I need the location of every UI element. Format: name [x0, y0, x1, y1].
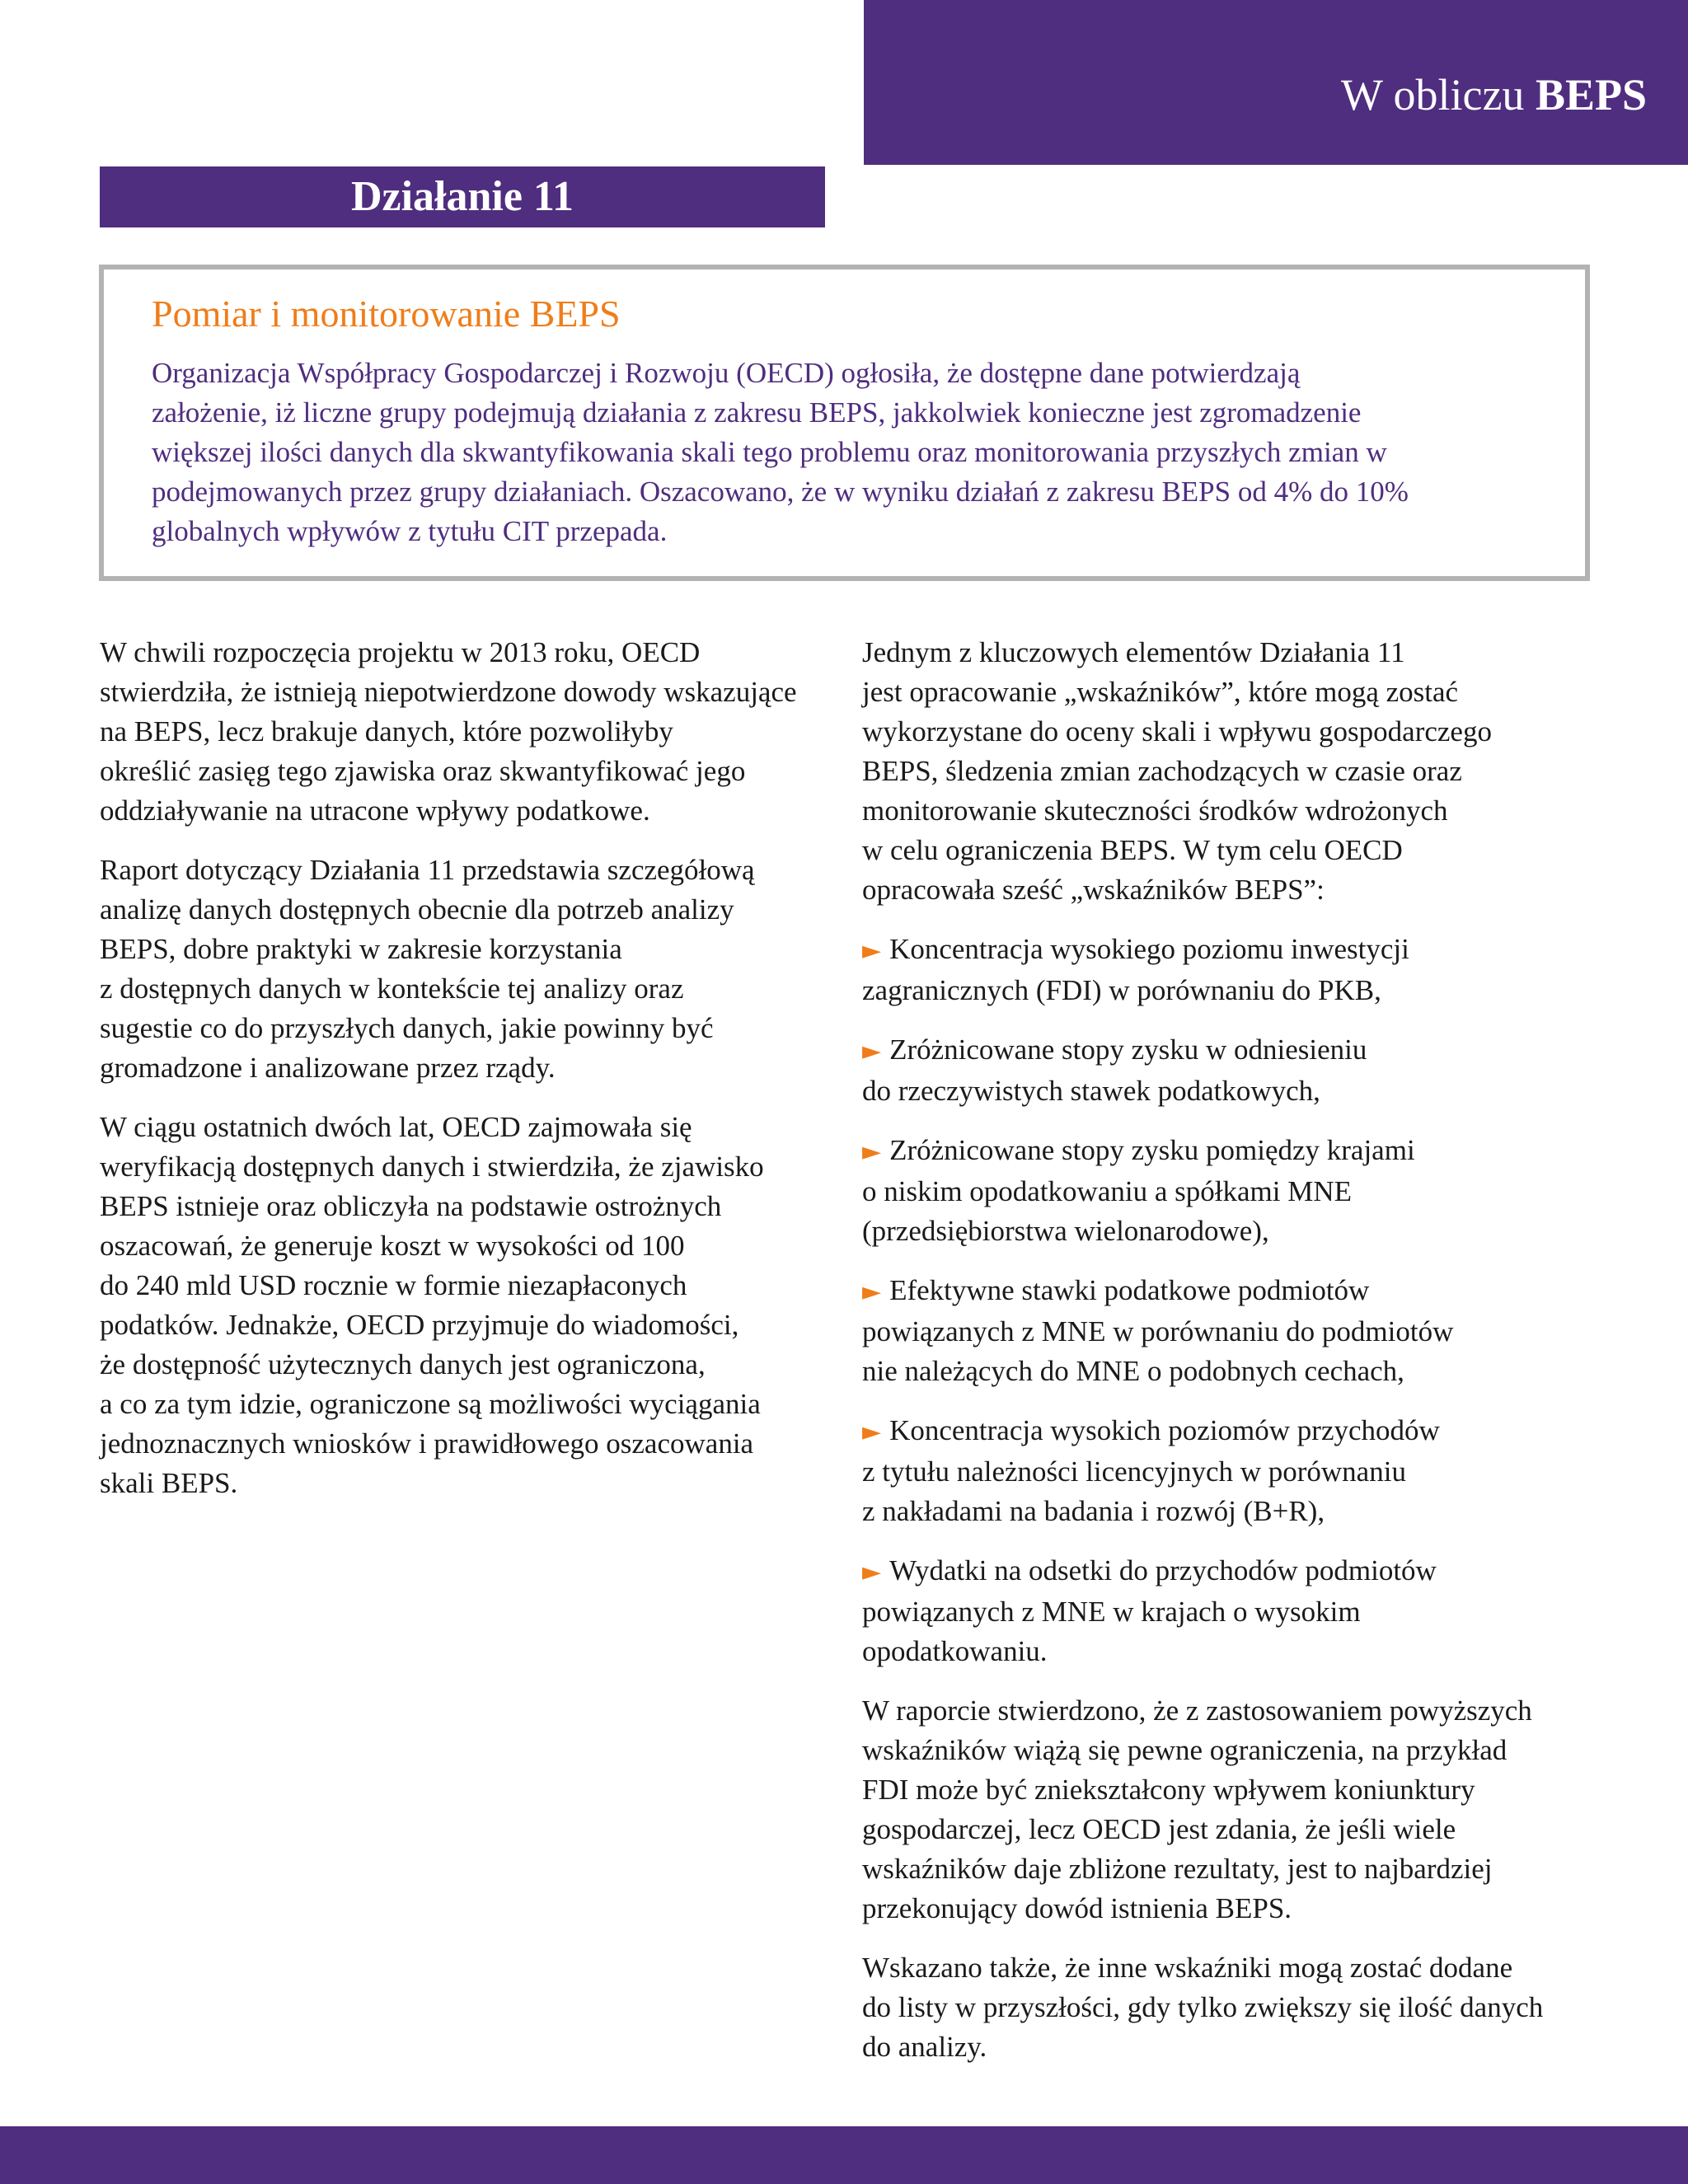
text-line: a co za tym idzie, ograniczone są możliwości wyciągania [100, 1388, 761, 1420]
list-item [862, 1030, 1587, 1111]
summary-title: Pomiar i monitorowanie BEPS [152, 293, 621, 335]
text-line: określić zasięg tego zjawiska oraz skwantyfikować jego [100, 755, 746, 787]
list-item [862, 1131, 1587, 1251]
text-line: skali BEPS. [100, 1467, 238, 1499]
text-line: opracowała sześć „wskaźników BEPS”: [862, 874, 1325, 906]
summary-line: Organizacja Współpracy Gospodarczej i Rozwoju (OECD) ogłosiła, że dostępne dane potwierdzają [152, 357, 1301, 389]
left-column [100, 633, 825, 1523]
text-line: podatków. Jednakże, OECD przyjmuje do wiadomości, [100, 1309, 739, 1341]
summary-line: założenie, iż liczne grupy podejmują działania z zakresu BEPS, jakkolwiek konieczne jest zgromadzenie [152, 396, 1362, 429]
list-item [862, 930, 1587, 1010]
text-line: (przedsiębiorstwa wielonarodowe), [862, 1215, 1269, 1247]
right-column [862, 633, 1587, 2087]
text-line: do 240 mld USD rocznie w formie niezapłaconych [100, 1269, 687, 1301]
text-line: że dostępność użytecznych danych jest ograniczona, [100, 1348, 706, 1380]
text-line: gospodarczej, lecz OECD jest zdania, że jeśli wiele [862, 1813, 1456, 1845]
text-line: opodatkowaniu. [862, 1635, 1048, 1667]
text-line: Wskazano także, że inne wskaźniki mogą zostać dodane [862, 1952, 1513, 1984]
summary-text [152, 354, 1544, 551]
text-line: weryfikacją dostępnych danych i stwierdziła, że zjawisko [100, 1151, 764, 1183]
text-line: wskaźników wiążą się pewne ograniczenia, na przykład [862, 1734, 1507, 1766]
arrow-bullet-icon: ► [862, 1037, 882, 1066]
text-line: FDI może być zniekształcony wpływem koniunktury [862, 1774, 1475, 1806]
text-line: zagranicznych (FDI) w porównaniu do PKB, [862, 974, 1381, 1006]
text-line: Raport dotyczący Działania 11 przedstawia szczegółową [100, 854, 755, 886]
summary-line: większej ilości danych dla skwantyfikowania skali tego problemu oraz monitorowania przyszłych zmian w [152, 436, 1387, 468]
body-paragraph [100, 633, 825, 831]
text-line: oszacowań, że generuje koszt w wysokości od 100 [100, 1230, 685, 1262]
text-line: W ciągu ostatnich dwóch lat, OECD zajmowała się [100, 1111, 692, 1143]
list-item [862, 1411, 1587, 1531]
header-prefix: W obliczu [1341, 70, 1525, 120]
text-line: W chwili rozpoczęcia projektu w 2013 roku, OECD [100, 636, 701, 668]
text-line: Zróżnicowane stopy zysku w odniesieniu [889, 1033, 1367, 1066]
body-paragraph [862, 1691, 1587, 1929]
text-line: z nakładami na badania i rozwój (B+R), [862, 1495, 1325, 1527]
text-line: BEPS, śledzenia zmian zachodzących w czasie oraz [862, 755, 1462, 787]
header-brand: BEPS [1535, 70, 1647, 120]
text-line: na BEPS, lecz brakuje danych, które pozwoliłyby [100, 715, 673, 748]
text-line: Zróżnicowane stopy zysku pomiędzy krajami [889, 1134, 1415, 1166]
section-title: Działanie 11 [350, 173, 574, 220]
text-line: do listy w przyszłości, gdy tylko zwiększy się ilość danych [862, 1991, 1544, 2023]
indicator-list [862, 930, 1587, 1671]
list-item [862, 1551, 1587, 1671]
text-line: o niskim opodatkowaniu a spółkami MNE [862, 1175, 1352, 1207]
text-line: stwierdziła, że istnieją niepotwierdzone dowody wskazujące [100, 676, 797, 708]
text-line: nie należących do MNE o podobnych cechach, [862, 1355, 1404, 1387]
text-line: wykorzystane do oceny skali i wpływu gospodarczego [862, 715, 1492, 748]
text-line: z tytułu należności licencyjnych w porównaniu [862, 1455, 1406, 1488]
arrow-bullet-icon: ► [862, 1137, 882, 1166]
text-line: wskaźników daje zbliżone rezultaty, jest to najbardziej [862, 1853, 1493, 1885]
summary-line: globalnych wpływów z tytułu CIT przepada. [152, 515, 668, 547]
header-banner [864, 0, 1688, 165]
section-title-bar [100, 166, 825, 227]
summary-box [99, 265, 1590, 581]
body-paragraph [100, 1108, 825, 1503]
arrow-bullet-icon: ► [862, 936, 882, 965]
list-item [862, 1271, 1587, 1391]
text-line: do analizy. [862, 2031, 987, 2063]
text-line: powiązanych z MNE w krajach o wysokim [862, 1596, 1361, 1628]
text-line: jednoznacznych wniosków i prawidłowego oszacowania [100, 1427, 754, 1460]
text-line: BEPS istnieje oraz obliczyła na podstawie ostrożnych [100, 1190, 722, 1222]
text-line: sugestie co do przyszłych danych, jakie powinny być [100, 1012, 714, 1044]
text-line: z dostępnych danych w kontekście tej analizy oraz [100, 972, 684, 1005]
text-line: oddziaływanie na utracone wpływy podatkowe. [100, 794, 650, 827]
text-line: w celu ograniczenia BEPS. W tym celu OECD [862, 834, 1403, 866]
header-title [1341, 70, 1647, 120]
footer-bar [0, 2126, 1688, 2184]
text-line: W raporcie stwierdzono, że z zastosowaniem powyższych [862, 1694, 1532, 1727]
text-line: do rzeczywistych stawek podatkowych, [862, 1075, 1320, 1107]
text-line: jest opracowanie „wskaźników”, które mogą zostać [862, 676, 1459, 708]
body-paragraph [862, 1948, 1587, 2067]
text-line: Efektywne stawki podatkowe podmiotów [889, 1274, 1370, 1306]
text-line: BEPS, dobre praktyki w zakresie korzystania [100, 933, 622, 965]
text-line: przekonujący dowód istnienia BEPS. [862, 1892, 1292, 1924]
body-paragraph [100, 851, 825, 1088]
text-line: monitorowanie skuteczności środków wdrożonych [862, 794, 1448, 827]
text-line: powiązanych z MNE w porównaniu do podmiotów [862, 1315, 1454, 1347]
text-line: Koncentracja wysokich poziomów przychodów [889, 1414, 1440, 1446]
arrow-bullet-icon: ► [862, 1277, 882, 1306]
text-line: Jednym z kluczowych elementów Działania 11 [862, 636, 1405, 668]
text-line: Koncentracja wysokiego poziomu inwestycji [889, 933, 1409, 965]
arrow-bullet-icon: ► [862, 1418, 882, 1446]
text-line: gromadzone i analizowane przez rządy. [100, 1052, 556, 1084]
summary-line: podejmowanych przez grupy działaniach. Oszacowano, że w wyniku działań z zakresu BEPS od 4% do 10% [152, 476, 1409, 508]
body-paragraph [862, 633, 1587, 910]
arrow-bullet-icon: ► [862, 1558, 882, 1586]
text-line: analizę danych dostępnych obecnie dla potrzeb analizy [100, 893, 734, 926]
text-line: Wydatki na odsetki do przychodów podmiotów [889, 1554, 1437, 1586]
